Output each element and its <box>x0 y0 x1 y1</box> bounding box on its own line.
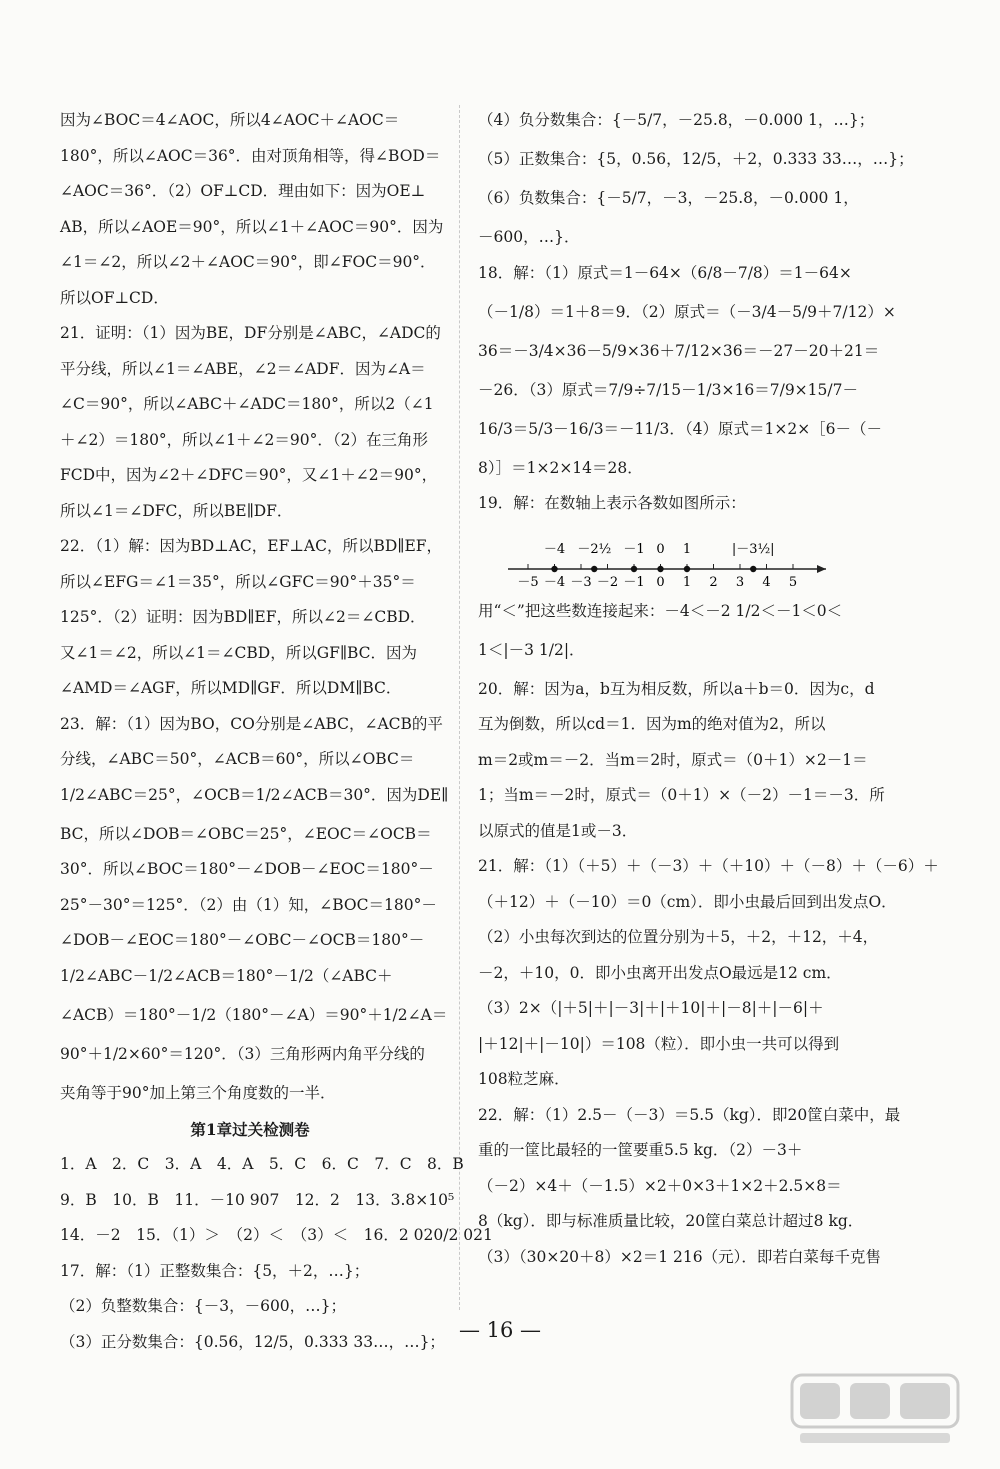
answer-line: 17．解：（1）正整数集合：{5，＋2，…}； <box>60 1261 370 1280</box>
text-line: 重的一筐比最轻的一筐要重5.5 kg．（2）－3＋ <box>478 1141 803 1159</box>
text-line: －26．（3）原式＝7/9÷7/15－1/3×16＝7/9×15/7－ <box>478 380 858 399</box>
text-line: （4）负分数集合：{－5/7，－25.8，－0.000 1，…}； <box>478 111 875 129</box>
answer-line: （3）正分数集合：{0.56，12/5，0.333 33…，…}； <box>60 1332 445 1351</box>
text-line: 23．解：（1）因为BO，CO分别是∠ABC，∠ACB的平 <box>60 714 443 733</box>
left-column <box>60 110 493 1367</box>
text-line: 1＜|－3 1/2|． <box>478 640 585 659</box>
number-line-point-label: 1 <box>682 541 692 557</box>
text-line: 22．（1）解：因为BD⊥AC，EF⊥AC，所以BD∥EF， <box>60 537 443 555</box>
number-line <box>508 525 838 595</box>
chapter-heading: 第1章过关检测卷 <box>190 1120 310 1139</box>
text-line: 又∠1＝∠2，所以∠1＝∠CBD，所以GF∥BC．因为 <box>60 643 418 662</box>
number-line-point <box>631 565 637 571</box>
text-line: 所以OF⊥CD． <box>60 288 169 307</box>
right-column <box>478 110 939 1282</box>
text-line: 21．证明：（1）因为BE，DF分别是∠ABC，∠ADC的 <box>60 324 441 342</box>
text-line: －600，…}． <box>478 228 580 246</box>
number-line-point-label: －2½ <box>577 541 612 557</box>
text-line: 分线，∠ABC＝50°，∠ACB＝60°，所以∠OBC＝ <box>60 750 415 768</box>
answer-line: 9．B 10．B 11．－10 907 12．2 13．3.8×10⁵ <box>60 1190 455 1209</box>
text-line: 1/2∠ABC－1/2∠ACB＝180°－1/2（∠ABC＋ <box>60 966 393 985</box>
text-line: |＋12|＋|－10|）＝108（粒）．即小虫一共可以得到 <box>478 1034 840 1053</box>
text-line: （5）正数集合：{5，0.56，12/5，＋2，0.333 33…，…}； <box>478 150 914 168</box>
number-line-point <box>591 565 597 571</box>
watermark-logo <box>790 1369 960 1449</box>
text-line: （6）负数集合：{－5/7，－3，－25.8，－0.000 1， <box>478 189 859 207</box>
number-line-tick-label: －5 <box>517 574 539 590</box>
text-line: ∠C＝90°，所以∠ABC＋∠ADC＝180°，所以2（∠1 <box>60 395 434 413</box>
number-line-point-label: |－3½| <box>731 541 775 557</box>
number-line-tick-label: －3 <box>570 574 592 590</box>
text-line: 所以∠EFG＝∠1＝35°，所以∠GFC＝90°＋35°＝ <box>60 572 416 591</box>
number-line-tick-label: －4 <box>543 574 566 590</box>
text-line: －2，＋10，0．即小虫离开出发点O最远是12 cm． <box>478 963 842 982</box>
answer-line: （2）负整数集合：{－3，－600，…}； <box>60 1297 347 1315</box>
text-line: （－1/8）＝1＋8＝9．（2）原式＝（－3/4－5/9＋7/12）× <box>478 302 896 321</box>
text-line: （3）2×（|＋5|＋|－3|＋|＋10|＋|－8|＋|－6|＋ <box>478 999 824 1017</box>
number-line-tick-label: 0 <box>656 574 665 590</box>
text-line: ∠ACB）＝180°－1/2（180°－∠A）＝90°＋1/2∠A＝ <box>60 1005 448 1024</box>
page-number: — 16 — <box>458 1318 542 1342</box>
text-line: 16/3＝5/3－16/3＝－11/3．（4）原式＝1×2×［6－（－ <box>478 419 883 438</box>
answer-line: 1．A 2．C 3．A 4．A 5．C 6．C 7．C 8．B <box>60 1155 464 1173</box>
number-line-tick-label: 2 <box>709 574 718 590</box>
text-line: 18．解：（1）原式＝1－64×（6/8－7/8）＝1－64× <box>478 263 852 282</box>
text-line: 平分线，所以∠1＝∠ABE，∠2＝∠ADF．因为∠A＝ <box>60 359 426 378</box>
text-line: ∠1＝∠2，所以∠2＋∠AOC＝90°，即∠FOC＝90°． <box>60 253 436 271</box>
answer-line: 14．－2 15．（1）＞ （2）＜ （3）＜ 16．2 020/2 021 <box>60 1226 493 1244</box>
text-line: 8（kg）．即与标准质量比较，20筐白菜总计超过8 kg． <box>478 1212 864 1230</box>
number-line-tick-label: 5 <box>788 574 798 590</box>
text-line: 21．解：（1）（＋5）＋（－3）＋（＋10）＋（－8）＋（－6）＋ <box>478 857 939 875</box>
text-line: ∠AMD＝∠AGF，所以MD∥GF．所以DM∥BC． <box>60 679 402 697</box>
number-line-tick-label: 1 <box>682 574 692 590</box>
text-line: （＋12）＋（－10）＝0（cm）．即小虫最后回到出发点O． <box>478 892 897 911</box>
text-line: 36＝－3/4×36－5/9×36＋7/12×36＝－27－20＋21＝ <box>478 341 880 360</box>
text-line: ＋∠2）＝180°，所以∠1＋∠2＝90°．（2）在三角形 <box>60 430 428 449</box>
text-line: 1/2∠ABC＝25°，∠OCB＝1/2∠ACB＝30°．因为DE∥ <box>60 785 449 804</box>
text-line: 8）］＝1×2×14＝28． <box>478 458 643 477</box>
number-line-point-label: －1 <box>623 541 645 557</box>
text-line: 用“＜”把这些数连接起来：－4＜－2 1/2＜－1＜0＜ <box>478 601 843 620</box>
number-line-tick-label: －2 <box>596 574 619 590</box>
number-line-point-label: －4 <box>543 541 566 557</box>
text-line: ∠DOB－∠EOC＝180°－∠OBC－∠OCB＝180°－ <box>60 931 425 949</box>
column-divider <box>459 105 460 1310</box>
text-line: 因为∠BOC＝4∠AOC，所以4∠AOC＋∠AOC＝ <box>60 111 400 129</box>
text-line: 108粒芝麻． <box>478 1070 570 1088</box>
number-line-tick-label: －1 <box>623 574 645 590</box>
number-line-point-label: 0 <box>656 541 665 557</box>
text-line: AB，所以∠AOE＝90°，所以∠1＋∠AOC＝90°．因为 <box>60 217 444 236</box>
number-line-arrow <box>817 565 826 573</box>
number-line-point <box>684 565 690 571</box>
text-line: 20．解：因为a，b互为相反数，所以a＋b＝0．因为c，d <box>478 679 875 698</box>
text-line: 互为倒数，所以cd＝1．因为m的绝对值为2，所以 <box>478 715 826 733</box>
text-line: 以原式的值是1或－3． <box>478 821 638 840</box>
text-line: 19．解：在数轴上表示各数如图所示： <box>478 494 746 512</box>
text-line: m＝2或m＝－2．当m＝2时，原式＝（0＋1）×2－1＝ <box>478 750 868 769</box>
text-line: （2）小虫每次到达的位置分别为＋5，＋2，＋12，＋4， <box>478 928 879 946</box>
text-line: （3）（30×20＋8）×2＝1 216（元）．即若白菜每千克售 <box>478 1247 881 1266</box>
text-line: 125°．（2）证明：因为BD∥EF，所以∠2＝∠CBD． <box>60 608 426 626</box>
text-line: FCD中，因为∠2＋∠DFC＝90°，又∠1＋∠2＝90°， <box>60 466 438 484</box>
text-line: 30°．所以∠BOC＝180°－∠DOB－∠EOC＝180°－ <box>60 860 434 878</box>
text-line: 180°，所以∠AOC＝36°．由对顶角相等，得∠BOD＝ <box>60 146 441 165</box>
text-line: 25°－30°＝125°．（2）由（1）知，∠BOC＝180°－ <box>60 895 437 914</box>
number-line-point <box>551 565 557 571</box>
number-line-tick-label: 3 <box>735 574 745 590</box>
text-line: 22．解：（1）2.5－（－3）＝5.5（kg）．即20筐白菜中，最 <box>478 1105 901 1124</box>
text-line: 90°＋1/2×60°＝120°．（3）三角形两内角平分线的 <box>60 1044 425 1063</box>
text-line: （－2）×4＋（－1.5）×2＋0×3＋1×2＋2.5×8＝ <box>478 1176 842 1195</box>
text-line: 夹角等于90°加上第三个角度数的一半． <box>60 1083 336 1102</box>
text-line: 所以∠1＝∠DFC，所以BE∥DF． <box>60 501 293 520</box>
number-line-point <box>657 565 663 571</box>
number-line-tick-label: 4 <box>762 574 771 590</box>
text-line: ∠AOC＝36°．（2）OF⊥CD．理由如下：因为OE⊥ <box>60 182 426 200</box>
number-line-point <box>750 565 756 571</box>
text-line: BC，所以∠DOB＝∠OBC＝25°，∠EOC＝∠OCB＝ <box>60 824 432 843</box>
text-line: 1；当m＝－2时，原式＝（0＋1）×（－2）－1＝－3．所 <box>478 786 885 804</box>
